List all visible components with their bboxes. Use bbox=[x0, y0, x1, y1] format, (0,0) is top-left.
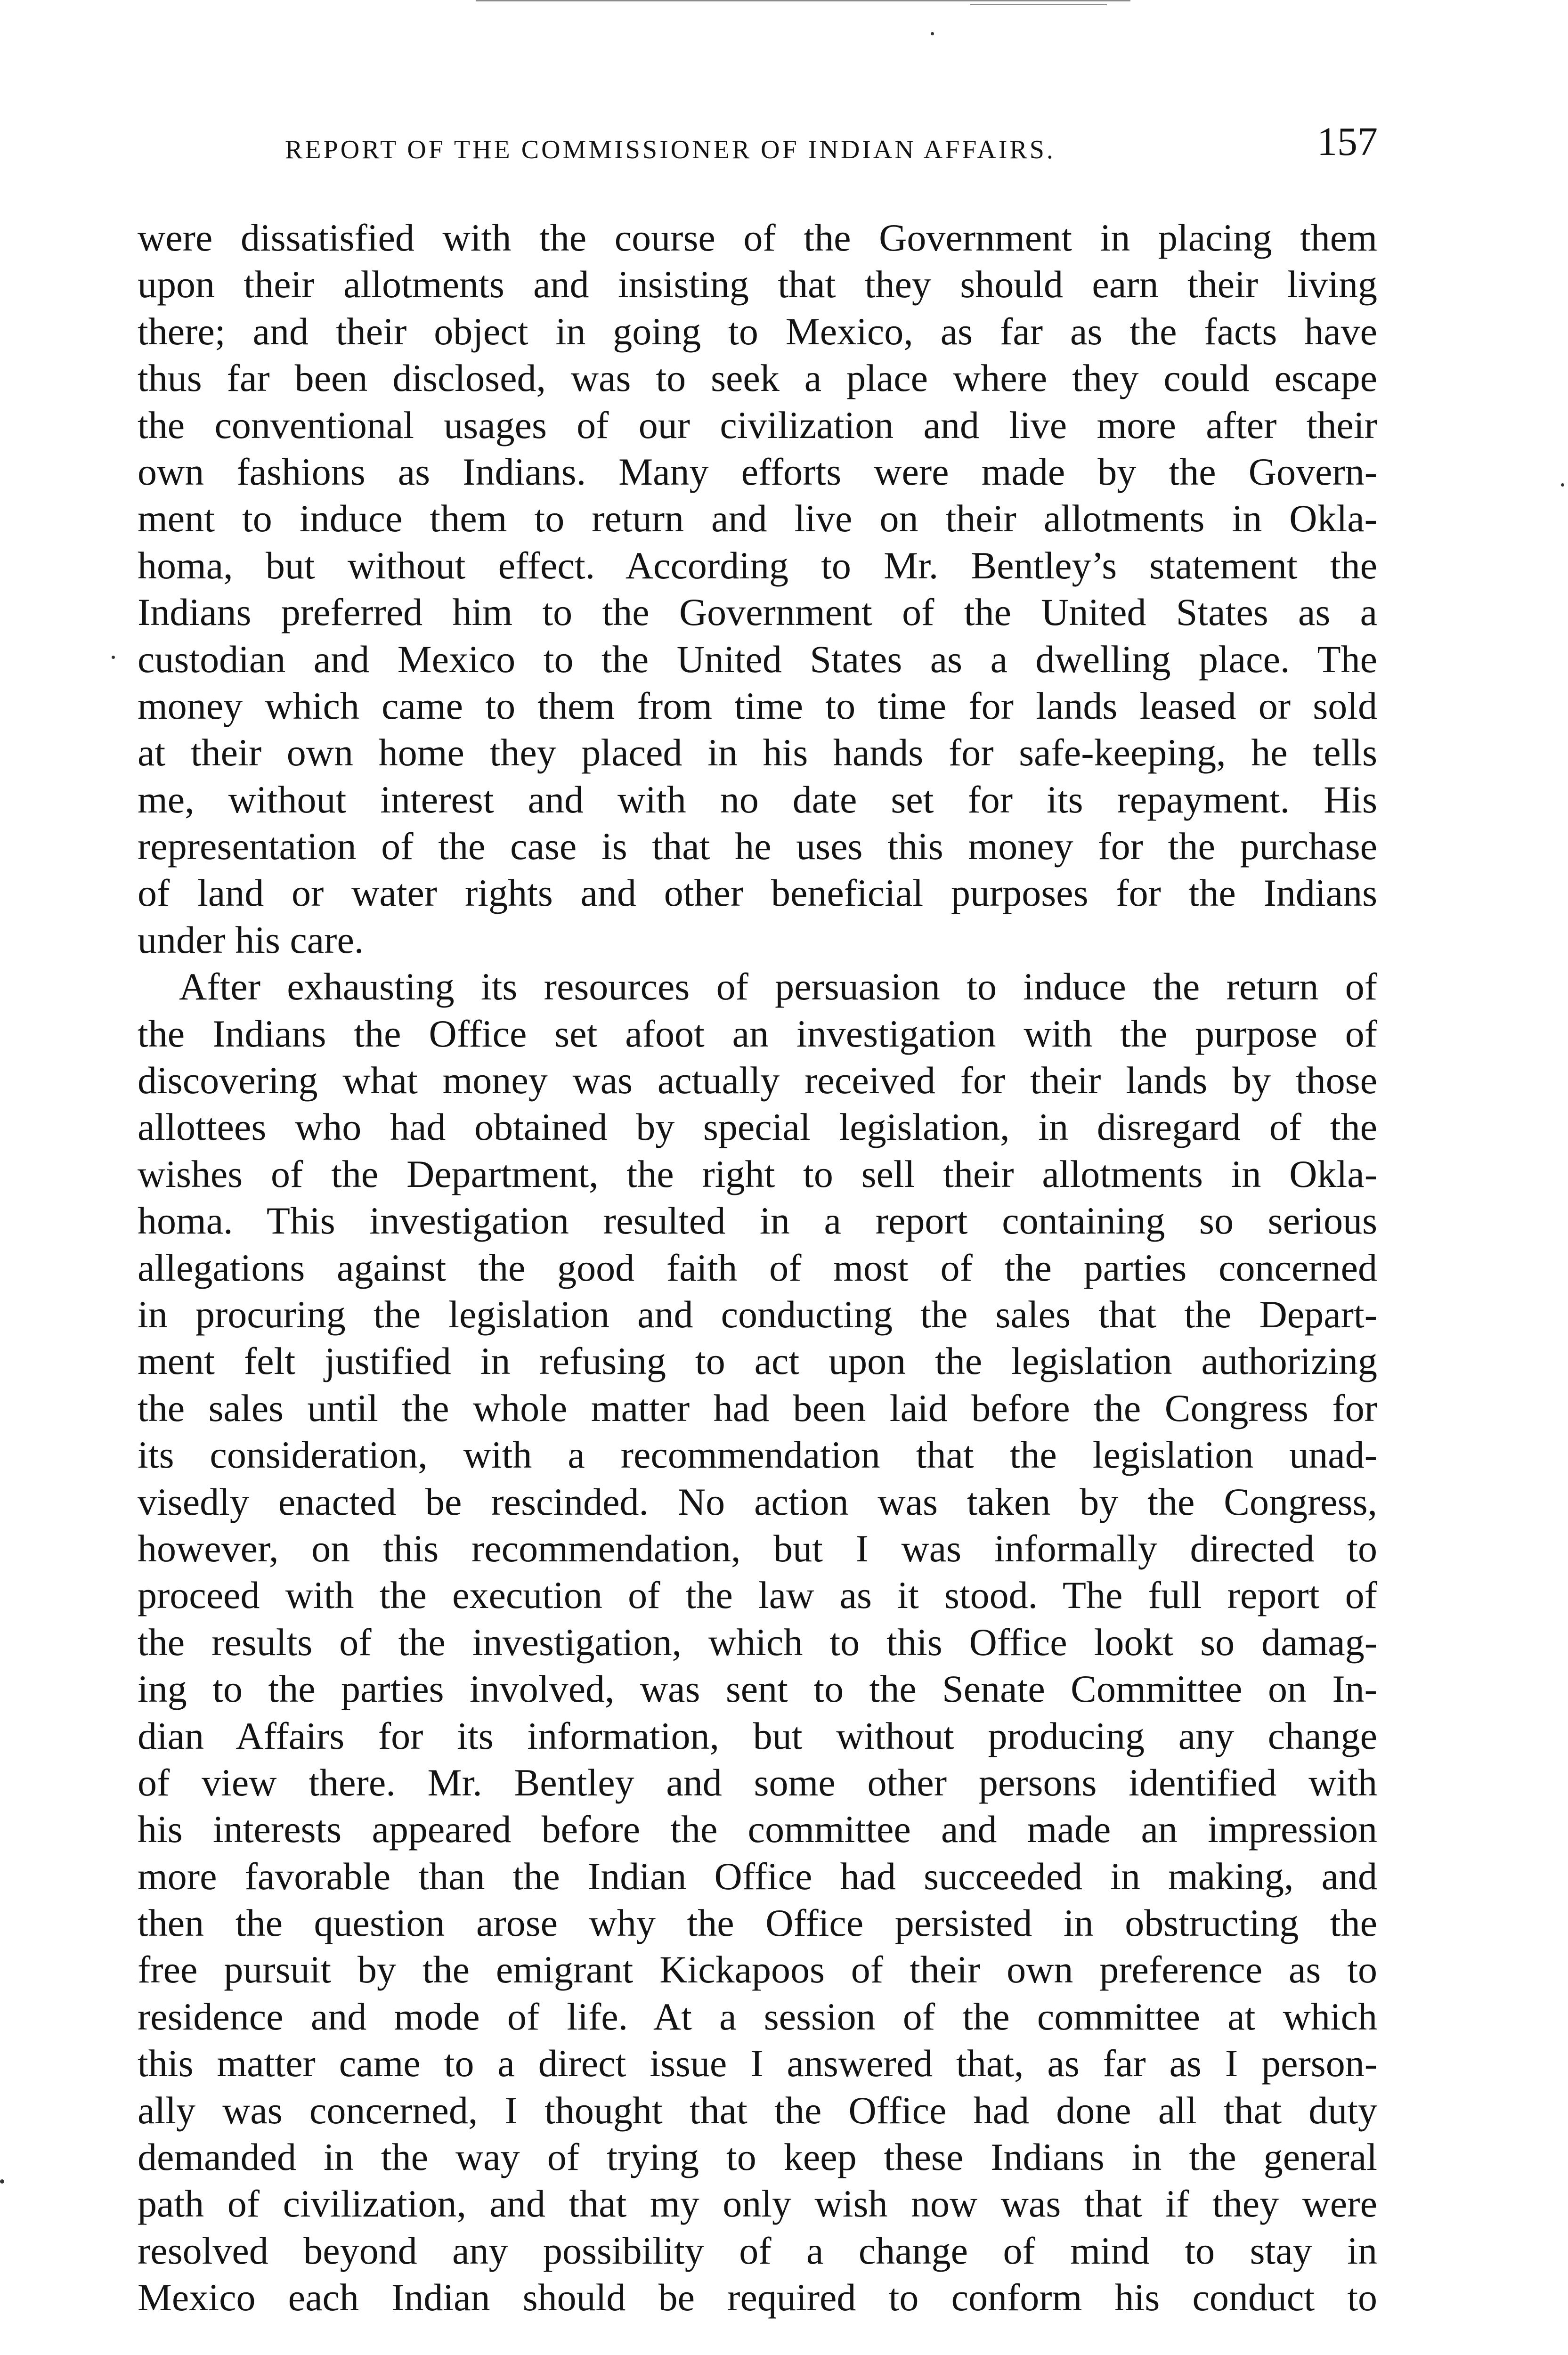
text-line: dian Affairs for its information, but without producing any change bbox=[138, 1714, 1377, 1757]
text-line: Indians preferred him to the Government of the United States as a bbox=[138, 591, 1377, 634]
text-line: his interests appeared before the committee and made an impression bbox=[138, 1808, 1377, 1851]
text-line: proceed with the execution of the law as it stood. The full report of bbox=[138, 1574, 1377, 1617]
text-line: ally was concerned, I thought that the Office had done all that duty bbox=[138, 2088, 1377, 2132]
text-line: Mexico each Indian should be required to conform his conduct to bbox=[138, 2276, 1377, 2319]
running-head: REPORT OF THE COMMISSIONER OF INDIAN AFFAIRS. bbox=[285, 135, 1056, 164]
text-line: this matter came to a direct issue I answered that, as far as I person- bbox=[138, 2042, 1377, 2085]
ink-speck bbox=[0, 2179, 4, 2184]
text-line: path of civilization, and that my only wish now was that if they were bbox=[138, 2182, 1377, 2225]
body-text bbox=[138, 214, 1377, 2321]
text-line: thus far been disclosed, was to seek a place where they could escape bbox=[138, 357, 1377, 400]
text-line: money which came to them from time to time for lands leased or sold bbox=[138, 684, 1377, 727]
text-line: more favorable than the Indian Office had succeeded in making, and bbox=[138, 1854, 1377, 1898]
text-line: allegations against the good faith of most of the parties concerned bbox=[138, 1246, 1377, 1289]
paragraph-start-line: After exhausting its resources of persuasion to induce the return of bbox=[179, 965, 1377, 1008]
text-line: of land or water rights and other beneficial purposes for the Indians bbox=[138, 871, 1377, 915]
text-line: of view there. Mr. Bentley and some other persons identified with bbox=[138, 1761, 1377, 1804]
text-line: there; and their object in going to Mexico, as far as the facts have bbox=[138, 309, 1377, 353]
text-line: its consideration, with a recommendation that the legislation unad- bbox=[138, 1433, 1377, 1477]
text-line: the sales until the whole matter had been laid before the Congress for bbox=[138, 1386, 1377, 1429]
text-line: however, on this recommendation, but I was informally directed to bbox=[138, 1527, 1377, 1570]
paragraph-end-line: under his care. bbox=[138, 918, 364, 961]
text-line: demanded in the way of trying to keep these Indians in the general bbox=[138, 2136, 1377, 2179]
page-number: 157 bbox=[1317, 119, 1378, 164]
text-line: then the question arose why the Office persisted in obstructing the bbox=[138, 1901, 1377, 1945]
ink-speck bbox=[112, 656, 115, 659]
ink-speck bbox=[931, 32, 934, 35]
text-line: me, without interest and with no date set for its repayment. His bbox=[138, 778, 1377, 821]
page-header bbox=[285, 118, 1378, 174]
text-line: representation of the case is that he uses this money for the purchase bbox=[138, 825, 1377, 868]
ink-speck bbox=[1561, 483, 1564, 487]
text-line: ing to the parties involved, was sent to the Senate Committee on In- bbox=[138, 1667, 1377, 1711]
text-line: in procuring the legislation and conducting the sales that the Depart- bbox=[138, 1292, 1377, 1336]
text-line: the Indians the Office set afoot an investigation with the purpose of bbox=[138, 1012, 1377, 1055]
text-line: ment felt justified in refusing to act upon the legislation authorizing bbox=[138, 1340, 1377, 1383]
text-line: own fashions as Indians. Many efforts were made by the Govern- bbox=[138, 450, 1377, 493]
text-line: the conventional usages of our civilization and live more after their bbox=[138, 403, 1377, 447]
text-line: allottees who had obtained by special legislation, in disregard of the bbox=[138, 1105, 1377, 1149]
text-line: upon their allotments and insisting that they should earn their living bbox=[138, 263, 1377, 306]
text-line: visedly enacted be rescinded. No action was taken by the Congress, bbox=[138, 1480, 1377, 1523]
text-line: residence and mode of life. At a session of the committee at which bbox=[138, 1995, 1377, 2038]
text-line: custodian and Mexico to the United States as a dwelling place. The bbox=[138, 637, 1377, 681]
top-edge-rule-fragment bbox=[970, 4, 1107, 5]
top-edge-rule bbox=[476, 0, 1130, 1]
text-line: at their own home they placed in his hands for safe-keeping, he tells bbox=[138, 731, 1377, 774]
text-line: were dissatisfied with the course of the Government in placing them bbox=[138, 216, 1377, 259]
text-line: free pursuit by the emigrant Kickapoos of their own preference as to bbox=[138, 1948, 1377, 1991]
text-line: resolved beyond any possibility of a change of mind to stay in bbox=[138, 2229, 1377, 2272]
text-line: homa. This investigation resulted in a report containing so serious bbox=[138, 1199, 1377, 1242]
text-line: homa, but without effect. According to Mr. Bentley’s statement the bbox=[138, 544, 1377, 587]
text-line: discovering what money was actually received for their lands by those bbox=[138, 1059, 1377, 1102]
text-line: the results of the investigation, which to this Office lookt so damag- bbox=[138, 1620, 1377, 1664]
text-line: ment to induce them to return and live on their allotments in Okla- bbox=[138, 497, 1377, 540]
text-line: wishes of the Department, the right to sell their allotments in Okla- bbox=[138, 1152, 1377, 1195]
